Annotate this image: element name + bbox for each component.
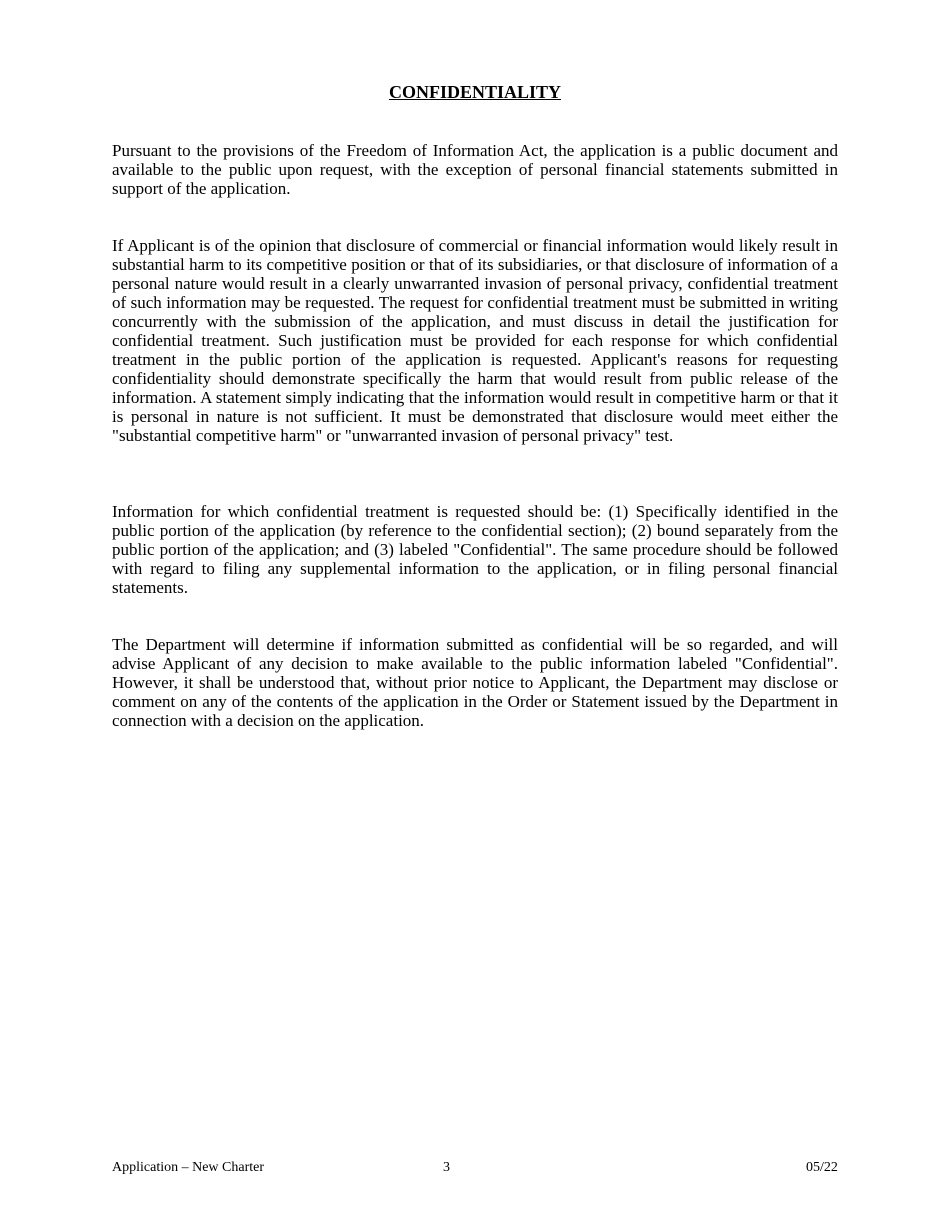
paragraph-foia: Pursuant to the provisions of the Freedom of Information Act, the application is a public document and available to the public upon request, with the exception of personal financial statements submitted in support of the application. <box>112 141 838 198</box>
footer-document-name: Application – New Charter <box>112 1160 265 1175</box>
footer-date: 05/22 <box>806 1160 838 1175</box>
paragraph-filing-procedure: Information for which confidential treatment is requested should be: (1) Specifically identified in the public portion of the application (by reference to the confidential section); (2) bound separately from the public portion of the application; and (3) labeled "Confidential". The same procedure should be followed with regard to filing any supplemental information to the application, or in filing personal financial statements. <box>112 502 838 597</box>
paragraph-confidential-request: If Applicant is of the opinion that disclosure of commercial or financial information would likely result in substantial harm to its competitive position or that of its subsidiaries, or that disclosure of information of a personal nature would result in a clearly unwarranted invasion of personal privacy, confidential treatment of such information may be requested. The request for confidential treatment must be submitted in writing concurrently with the submission of the application, and must discuss in detail the justification for confidential treatment. Such justification must be provided for each response for which confidential treatment in the public portion of the application is requested. Applicant's reasons for requesting confidentiality should demonstrate specifically the harm that would result from public release of the information. A statement simply indicating that the information would result in competitive harm or that it is personal in nature is not sufficient. It must be demonstrated that disclosure would meet either the "substantial competitive harm" or "unwarranted invasion of personal privacy" test. <box>112 236 838 445</box>
paragraph-department-determination: The Department will determine if information submitted as confidential will be so regarded, and will advise Applicant of any decision to make available to the public information labeled "Confidential". However, it shall be understood that, without prior notice to Applicant, the Department may disclose or comment on any of the contents of the application in the Order or Statement issued by the Department in connection with a decision on the application. <box>112 635 838 730</box>
page-title: CONFIDENTIALITY <box>388 82 562 102</box>
footer-page-number: 3 <box>443 1160 450 1175</box>
